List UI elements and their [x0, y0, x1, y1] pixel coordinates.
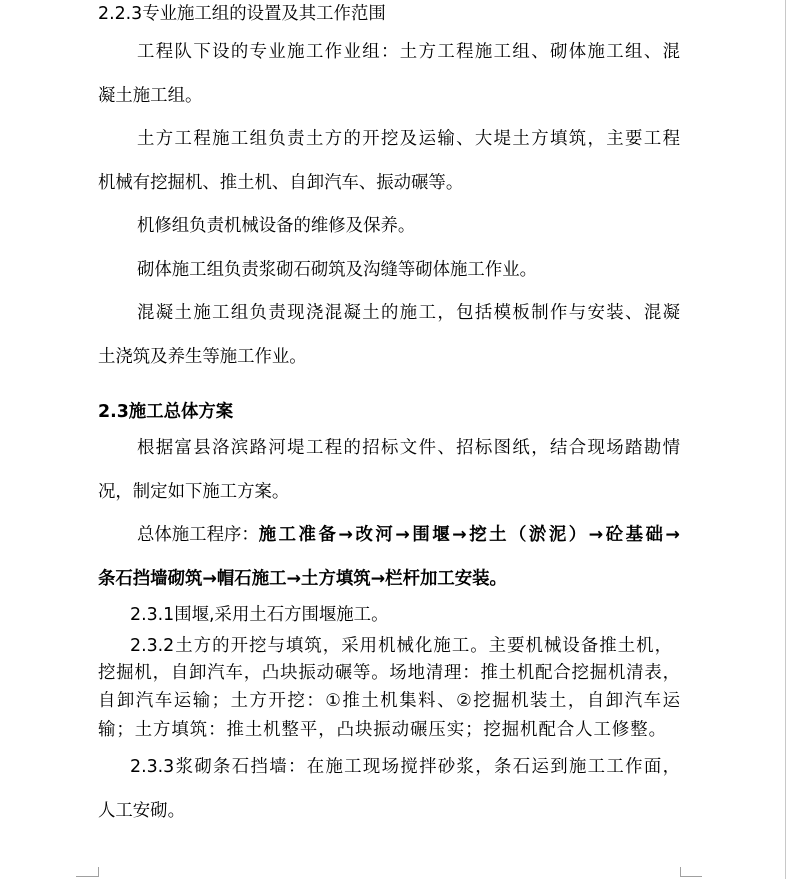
procedure-steps: 施工准备→改河→围堰→挖土（淤泥）→砼基础→ — [258, 525, 680, 545]
paragraph-line: 土浇筑及养生等施工作业。 — [98, 347, 307, 367]
paragraph-line: 工程队下设的专业施工作业组：土方工程施工组、砌体施工组、混 — [137, 42, 680, 62]
section-heading-2-3: 2.3施工总体方案 — [98, 402, 234, 422]
paragraph-line: 土方工程施工组负责土方的开挖及运输、大堤土方填筑，主要工程 — [137, 129, 680, 149]
paragraph-line: 机修组负责机械设备的维修及保养。 — [137, 216, 416, 236]
paragraph-line: 自卸汽车运输；土方开挖：①推土机集料、②挖掘机装土，自卸汽车运 — [98, 691, 680, 711]
crop-mark — [76, 876, 98, 877]
page-edge — [785, 0, 786, 879]
procedure-prefix: 总体施工程序： — [137, 525, 259, 545]
crop-mark — [680, 876, 702, 877]
procedure-steps-continued: 条石挡墙砌筑→帽石施工→土方填筑→栏杆加工安装。 — [98, 569, 507, 589]
paragraph-line: 况，制定如下施工方案。 — [98, 482, 290, 502]
paragraph-line: 根据富县洛滨路河堤工程的招标文件、招标图纸，结合现场踏勘情 — [137, 438, 680, 458]
procedure-line — [137, 523, 680, 547]
section-2-3-1: 2.3.1围堰,采用土石方围堰施工。 — [130, 605, 389, 625]
paragraph-line: 挖掘机，自卸汽车，凸块振动碾等。场地清理：推土机配合挖掘机清表， — [98, 663, 680, 683]
paragraph-line: 人工安砌。 — [98, 801, 185, 821]
paragraph-line: 凝土施工组。 — [98, 86, 203, 106]
crop-mark — [98, 867, 99, 877]
paragraph-line: 输；土方填筑：推土机整平，凸块振动碾压实；挖掘机配合人工修整。 — [98, 720, 666, 740]
crop-mark — [680, 867, 681, 877]
paragraph-line: 砌体施工组负责浆砌石砌筑及沟缝等砌体施工作业。 — [137, 260, 537, 280]
paragraph-line: 2.3.3浆砌条石挡墙：在施工现场搅拌砂浆，条石运到施工工作面， — [130, 757, 680, 777]
paragraph-line: 机械有挖掘机、推土机、自卸汽车、振动碾等。 — [98, 173, 464, 193]
paragraph-line: 混凝土施工组负责现浇混凝土的施工，包括模板制作与安装、混凝 — [137, 303, 680, 323]
paragraph-line: 2.3.2土方的开挖与填筑，采用机械化施工。主要机械设备推土机， — [130, 636, 672, 656]
section-heading-2-2-3: 2.2.3专业施工组的设置及其工作范围 — [98, 4, 386, 24]
